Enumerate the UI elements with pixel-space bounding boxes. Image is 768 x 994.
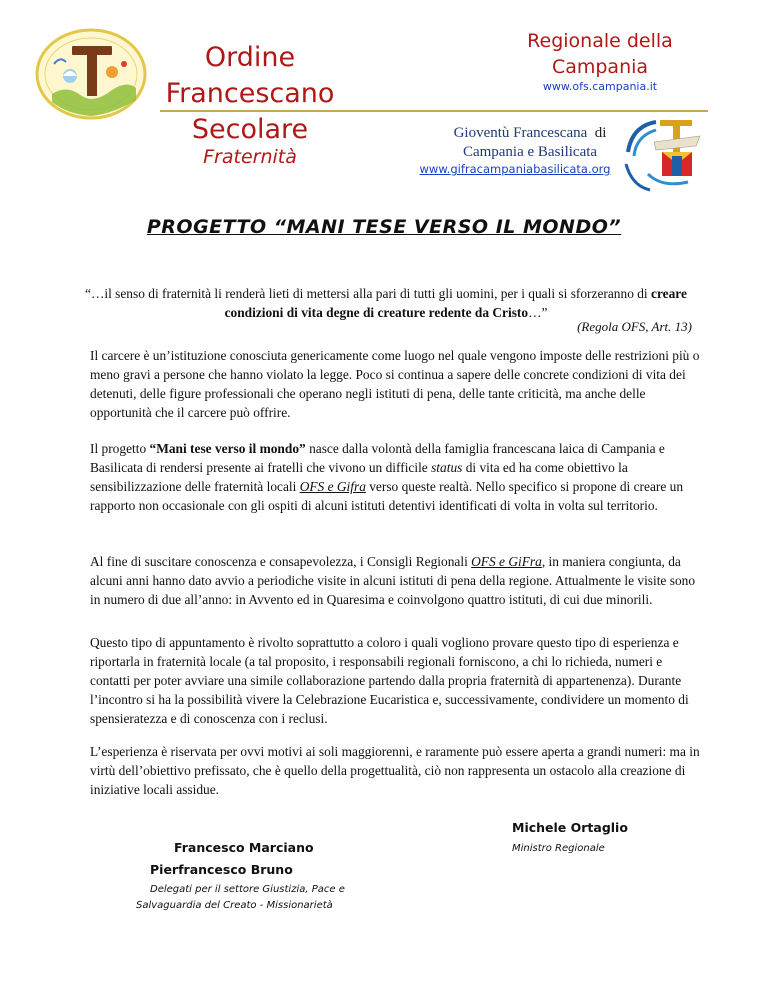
project-title: PROGETTO “MANI TESE VERSO IL MONDO” [146, 216, 622, 238]
regionale-line: Campania [551, 56, 649, 78]
signature-minister-name: Michele Ortaglio [512, 820, 628, 835]
ofs-title-line: Francescano [165, 78, 335, 109]
ofs-gifra-ref: OFS e Gifra [299, 479, 366, 494]
paragraph-text: verso queste realtà. Nello specifico si propone di creare un rapporto non occasionale con gli ospiti di alcuni istituti detentivi identificati di volta in volta sul territorio. [90, 479, 684, 513]
signature-delegates-role: Salvaguardia del Creato - Missionarietà [136, 900, 333, 911]
signature-delegate-2: Pierfrancesco Bruno [150, 862, 293, 877]
paragraph-text: Il carcere è un’istituzione conosciuta genericamente come luogo nel quale vengono imposte delle restrizioni più o meno gravi a persone che hanno violato la legge. Poco si continua a sapere delle concrete condizioni di vita dei detenuti, delle figure professionali che operano negli istituti di pena, delle tante criticità, ma anche delle opportunità che il carcere può offrire. [90, 348, 700, 420]
header-divider [160, 110, 708, 112]
gifra-name-text: Gioventù Francescana [453, 125, 588, 141]
fraternita-label: Fraternità [203, 146, 297, 168]
paragraph-4 [90, 633, 702, 728]
signature-minister-role: Ministro Regionale [512, 843, 605, 854]
rule-quote [80, 284, 692, 322]
signature-delegate-1: Francesco Marciano [174, 840, 314, 855]
paragraph-1 [90, 346, 702, 422]
paragraph-text: Al fine di suscitare conoscenza e consapevolezza, i Consigli Regionali [90, 554, 472, 569]
paragraph-text: , in maniera congiunta, da alcuni anni hanno dato avvio a periodiche visite in alcuni istituti di pena della regione. Attualmente le visite sono in numero di due all’anno: in Avvento ed in Quaresima e coinvolgono quattro istituti, di cui due minorili. [90, 554, 696, 607]
status-word: status [431, 460, 463, 475]
regionale-title [500, 28, 700, 80]
ofs-website-link[interactable]: www.ofs.campania.it [542, 80, 658, 93]
paragraph-3 [90, 552, 702, 609]
ofs-gifra-ref: OFS e GiFra [471, 554, 542, 569]
paragraph-text: di vita ed ha come obiettivo la sensibilizzazione delle fraternità locali [90, 460, 628, 494]
signature-delegates-role: Delegati per il settore Giustizia, Pace e [150, 884, 345, 895]
paragraph-2 [90, 439, 702, 515]
regionale-line: Regionale della [527, 30, 673, 52]
ofs-title-line: Ordine [204, 42, 296, 73]
paragraph-text: Questo tipo di appuntamento è rivolto soprattutto a coloro i quali vogliono provare questo tipo di esperienza e riportarla in fraternità locale (a tal proposito, i responsabili regionali forniscono, a chi lo richieda, numeri e contatti per poter avviare una simile collaborazione partendo dalla propria fraternità di appartenenza). Durante l’incontro si ha la possibilità vivere la Celebrazione Eucaristica e, successivamente, condividere un momento di spensieratezza e di conoscenza con i reclusi. [90, 635, 689, 726]
quote-source: (Regola OFS, Art. 13) [577, 319, 692, 334]
quote-text-end: …” [528, 305, 548, 320]
gifra-region: Campania e Basilicata [462, 144, 598, 160]
ofs-tau-logo-icon [32, 24, 150, 124]
project-name: “Mani tese verso il mondo” [149, 441, 306, 456]
ofs-title-line: Secolare [191, 114, 309, 145]
paragraph-text: L’esperienza è riservata per ovvi motivi ai soli maggiorenni, e raramente può essere aperta a grandi numeri: ma in virtù dell’obiettivo prefissato, che è quello della progettualità, ciò non rappresenta un ostacolo alla creazione di iniziative locali assidue. [90, 744, 700, 797]
gifra-name [410, 124, 650, 162]
paragraph-5 [90, 742, 702, 799]
quote-text-start: “…il senso di fraternità li renderà lieti di mettersi alla pari di tutti gli uomini, per i quali si sforzeranno di [85, 286, 652, 301]
gifra-website-link[interactable]: www.gifracampaniabasilicata.org [419, 162, 611, 176]
quote-bold: creare condizioni di vita degne di creature redente da Cristo [224, 286, 687, 320]
paragraph-text: Il progetto [90, 441, 150, 456]
paragraph-text: nasce dalla volontà della famiglia francescana laica di Campania e Basilicata di rendersi presente ai fratelli che vivono un difficile [90, 441, 665, 475]
gifra-di: di [594, 125, 607, 141]
ofs-title [150, 40, 350, 148]
